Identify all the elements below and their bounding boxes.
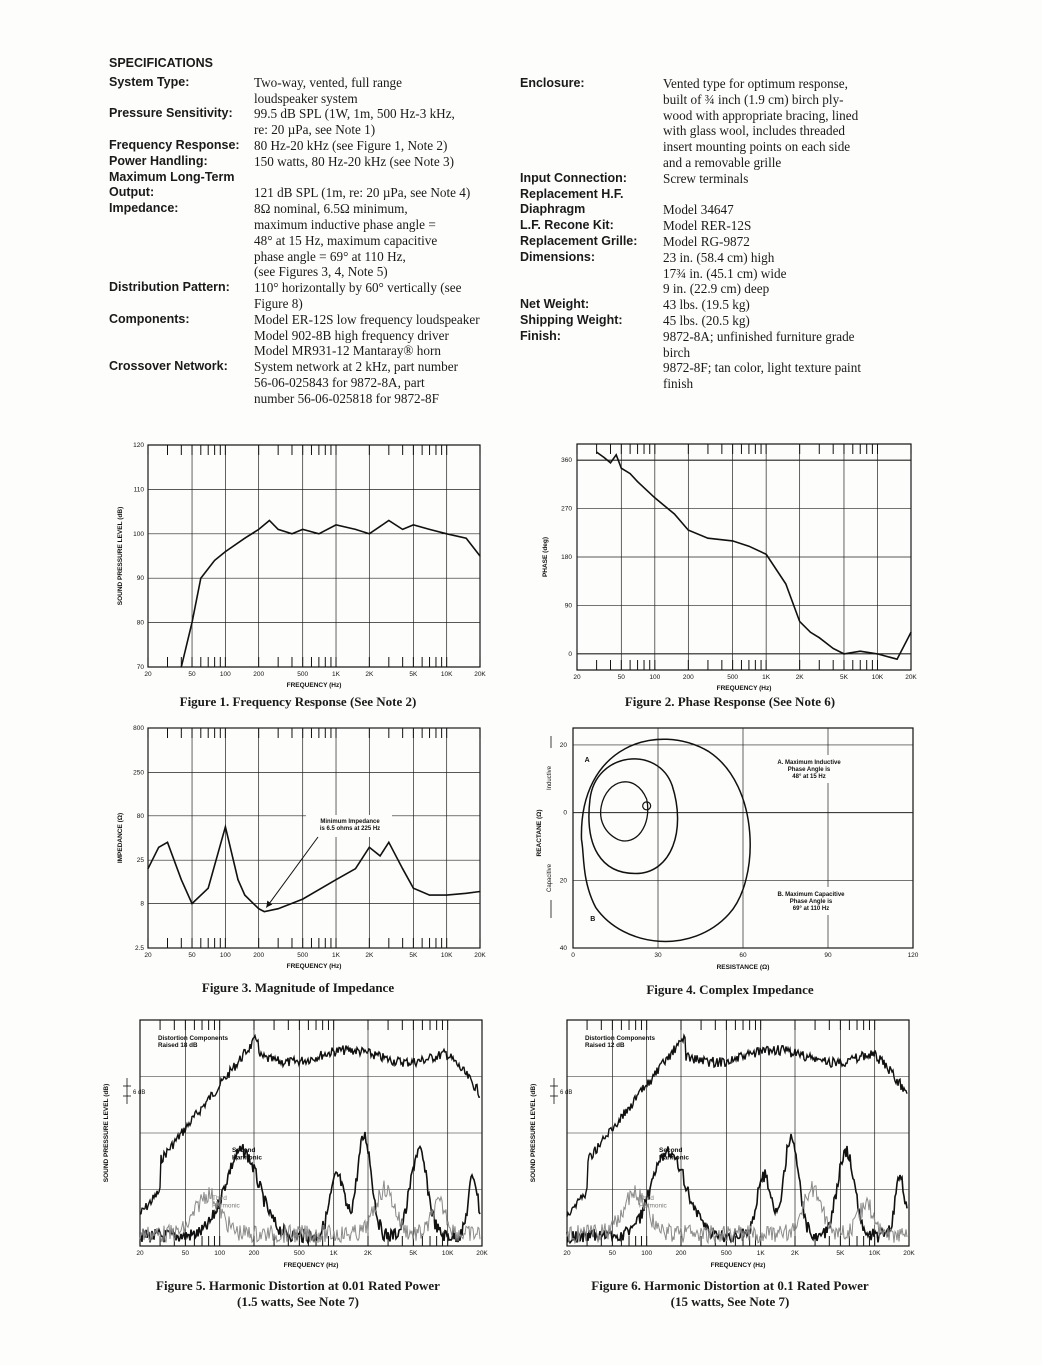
second-harmonic-label: Second Harmonic	[659, 1147, 689, 1162]
capacitive-label: Capacitive	[547, 863, 553, 893]
x-axis-label: FREQUENCY (Hz)	[286, 682, 342, 689]
data-point	[429, 529, 430, 530]
x-tick-label: 50	[617, 674, 625, 681]
data-point	[910, 632, 911, 633]
spec-label: Enclosure:	[520, 76, 585, 90]
x-tick-label: 20K	[903, 1250, 915, 1257]
y-axis-label: PHASE (deg)	[542, 536, 549, 578]
data-point	[810, 632, 811, 633]
x-axis-label: RESISTANCE (Ω)	[716, 964, 770, 971]
data-point	[244, 895, 245, 896]
x-tick-label: 500	[720, 1250, 732, 1257]
arrow-head	[266, 901, 272, 908]
frequency-response-chart	[108, 440, 508, 690]
data-point	[244, 538, 245, 539]
figure-3-impedance-magnitude	[108, 722, 508, 1012]
y-tick-label: 20	[559, 877, 567, 885]
x-tick-label: 20K	[905, 674, 917, 681]
spec-row	[109, 106, 509, 138]
spec-label: Dimensions:	[520, 249, 596, 264]
spec-value: Screw terminals	[663, 170, 749, 186]
min-impedance-annotation: Minimum Impedance is 6.5 ohms at 225 Hz	[319, 819, 381, 832]
x-tick-label: 50	[188, 671, 196, 678]
x-tick-label: 500	[297, 671, 309, 678]
x-tick-label: 10K	[871, 674, 884, 681]
harmonic-distortion-chart	[530, 1012, 935, 1282]
x-tick-label: 10K	[440, 671, 453, 678]
data-point	[799, 621, 800, 622]
marker-b: B	[590, 915, 596, 923]
y-axis-label: IMPEDANCE (Ω)	[117, 812, 124, 864]
specs-right-column	[520, 76, 920, 392]
y-tick-label: 80	[136, 812, 144, 820]
data-point	[466, 538, 467, 539]
data-point	[402, 868, 403, 869]
impedance-loop-middle	[589, 759, 678, 874]
impedance-loop-outer	[581, 739, 750, 941]
spec-value: System network at 2 kHz, part number 56-06-025843 for 9872-8A, part number 56-06-025818 for 9872-8F	[254, 359, 458, 406]
x-tick-label: 20	[144, 952, 152, 959]
spec-label: Net Weight:	[520, 297, 590, 312]
x-tick-label: 50	[608, 1250, 616, 1257]
data-point	[258, 529, 259, 530]
data-point	[843, 653, 844, 654]
scale-label: 6 dB	[560, 1090, 573, 1096]
data-point	[479, 891, 480, 892]
plot-frame	[148, 728, 480, 948]
x-tick-label: 200	[253, 671, 265, 678]
spec-label: Frequency Response:	[109, 137, 240, 152]
data-point	[707, 538, 708, 539]
y-tick-label: 110	[133, 486, 144, 494]
x-tick-label: 100	[641, 1250, 653, 1257]
y-tick-label: 360	[561, 457, 572, 465]
x-tick-label: 5K	[409, 952, 418, 959]
data-point	[654, 497, 655, 498]
x-tick-label: 0	[571, 952, 575, 959]
spec-row	[109, 201, 509, 280]
spec-label: Power Handling:	[109, 153, 208, 168]
figure-1-frequency-response	[108, 440, 508, 730]
y-axis-label: REACTANE (Ω)	[536, 809, 543, 857]
x-tick-label: 10K	[440, 952, 453, 959]
y-tick-label: 90	[564, 602, 572, 610]
data-point	[200, 578, 201, 579]
spec-value: Model RG-9872	[663, 233, 750, 249]
figure-3-caption: Figure 3. Magnitude of Impedance	[201, 980, 395, 995]
y-tick-label: 80	[136, 619, 144, 627]
x-tick-label: 90	[824, 952, 832, 959]
data-point	[208, 888, 209, 889]
x-axis-label: FREQUENCY (Hz)	[716, 685, 772, 692]
spec-value: Model ER-12S low frequency loudspeaker Model 902-8B high frequency driver Model MR931-12 Mantaray® horn	[254, 311, 480, 359]
y-tick-label: 100	[133, 530, 144, 538]
spec-value: Model RER-12S	[663, 218, 752, 234]
spec-value: 8Ω nominal, 6.5Ω minimum, maximum inductive phase angle = 48° at 15 Hz, maximum capacitive phase angle = 69° at 110 Hz, (see Figures 3, 4, Note 5)	[254, 201, 438, 280]
y-tick-label: 8	[140, 900, 144, 908]
spec-label: Replacement H.F. Diaphragm	[520, 186, 624, 217]
data-point	[446, 895, 447, 896]
data-point	[688, 529, 689, 530]
data-point	[896, 659, 897, 660]
x-tick-label: 5K	[836, 1250, 845, 1257]
spec-value: 99.5 dB SPL (1W, 1m, 500 Hz-3 kHz, re: 20 µPa, see Note 1)	[254, 106, 455, 138]
data-point	[616, 454, 617, 455]
x-tick-label: 2K	[795, 674, 804, 681]
data-point	[167, 842, 168, 843]
spec-row	[109, 312, 509, 359]
x-tick-label: 20K	[476, 1250, 488, 1257]
x-tick-label: 5K	[409, 1250, 418, 1257]
spec-value: 43 lbs. (19.5 kg)	[663, 297, 750, 313]
data-point	[596, 451, 597, 452]
data-point	[610, 462, 611, 463]
spec-row	[109, 280, 509, 312]
figure-1-caption: Figure 1. Frequency Response (See Note 2)	[179, 694, 417, 709]
x-tick-label: 10K	[441, 1250, 454, 1257]
y-tick-label: 70	[136, 664, 144, 671]
data-point	[369, 533, 370, 534]
x-tick-label: 200	[675, 1250, 687, 1257]
data-point	[446, 533, 447, 534]
x-tick-label: 50	[181, 1250, 189, 1257]
y-tick-label: 0	[563, 809, 567, 817]
x-tick-label: 100	[219, 952, 231, 959]
x-axis-label: FREQUENCY (Hz)	[710, 1262, 766, 1269]
x-tick-label: 100	[219, 671, 231, 678]
x-tick-label: 2K	[365, 952, 374, 959]
spec-label: Maximum Long-Term Output:	[109, 169, 235, 200]
spec-row	[109, 138, 509, 154]
data-point	[355, 868, 356, 869]
data-point	[732, 540, 733, 541]
spec-row	[520, 187, 920, 219]
data-point	[833, 648, 834, 649]
data-point	[318, 533, 319, 534]
x-tick-label: 1K	[329, 1250, 338, 1257]
data-point	[355, 529, 356, 530]
data-point	[147, 868, 148, 869]
data-point	[158, 847, 159, 848]
spec-label: Impedance:	[109, 201, 179, 216]
specs-title: SPECIFICATIONS	[109, 56, 213, 70]
data-point	[413, 888, 414, 889]
data-point	[191, 903, 192, 904]
y-tick-label: 25	[136, 857, 144, 865]
annotation-inductive: A. Maximum Inductive Phase Angle is 48° at 15 Hz	[777, 760, 841, 780]
x-tick-label: 2K	[364, 1250, 372, 1257]
x-tick-label: 60	[739, 952, 747, 959]
distortion-note: Distortion Components Raised 18 dB	[158, 1035, 228, 1050]
third-harmonic-label: Third Harmonic	[212, 1195, 240, 1210]
spec-label: Components:	[109, 311, 190, 326]
data-point	[335, 524, 336, 525]
second-harmonic-line	[140, 1132, 480, 1243]
second-harmonic-line	[567, 1134, 907, 1243]
spec-value: Vented type for optimum response, built of ¾ inch (1.9 cm) birch ply- wood with appropriate bracing, lined with glass wool, includes threaded insert mounting points on each side and a removable grille	[663, 76, 859, 170]
data-point	[766, 554, 767, 555]
data-point	[630, 473, 631, 474]
impedance-loop-inner	[601, 782, 648, 841]
figure-6-harmonic-distortion	[530, 1012, 935, 1322]
data-point	[748, 546, 749, 547]
x-axis-label: FREQUENCY (Hz)	[286, 963, 342, 970]
spec-value: 80 Hz-20 kHz (see Figure 1, Note 2)	[254, 137, 448, 153]
x-tick-label: 100	[214, 1250, 226, 1257]
data-point	[369, 847, 370, 848]
figure-2-phase-response	[535, 440, 935, 730]
impedance-loop-small	[643, 802, 651, 810]
y-axis-label: SOUND PRESSURE LEVEL (dB)	[103, 1083, 110, 1183]
y-tick-label: 270	[561, 505, 572, 513]
data-point	[191, 622, 192, 623]
data-point	[264, 911, 265, 912]
spec-row	[109, 75, 509, 107]
y-tick-label: 120	[133, 442, 144, 449]
spec-value: 150 watts, 80 Hz-20 kHz (see Note 3)	[254, 153, 454, 169]
spec-value: 9872-8A; unfinished furniture grade birch 9872-8F; tan color, light texture paint finish	[663, 328, 861, 392]
figure-6-caption: Figure 6. Harmonic Distortion at 0.1 Rated Power (15 watts, See Note 7)	[591, 1278, 869, 1309]
data-point	[479, 555, 480, 556]
annotation-arrow	[266, 837, 318, 908]
harmonic-distortion-chart	[103, 1012, 508, 1282]
x-tick-label: 5K	[409, 671, 418, 678]
spec-row	[520, 250, 920, 297]
data-point	[877, 653, 878, 654]
x-tick-label: 20	[144, 671, 152, 678]
data-point	[225, 551, 226, 552]
spec-value: Model 34647	[663, 202, 734, 218]
spec-row	[520, 171, 920, 187]
inductive-label: Inductive	[547, 765, 553, 791]
data-point	[603, 457, 604, 458]
data-point	[335, 879, 336, 880]
specs-left-column	[109, 56, 509, 407]
figure-5-harmonic-distortion	[103, 1012, 508, 1322]
data-point	[291, 533, 292, 534]
spec-label: Replacement Grille:	[520, 233, 638, 248]
y-tick-label: 180	[561, 554, 572, 561]
complex-impedance-chart	[535, 722, 935, 982]
data-point	[819, 637, 820, 638]
y-tick-label: 90	[136, 575, 144, 583]
spec-row	[109, 154, 509, 170]
plot-frame	[148, 445, 480, 667]
data-point	[237, 879, 238, 880]
y-tick-label: 40	[559, 945, 567, 952]
spec-label: Distribution Pattern:	[109, 280, 230, 295]
x-tick-label: 2K	[791, 1250, 799, 1257]
figure-2-caption: Figure 2. Phase Response (See Note 6)	[624, 694, 836, 709]
spec-label: Shipping Weight:	[520, 312, 623, 327]
spec-value: 45 lbs. (20.5 kg)	[663, 312, 750, 328]
spec-label: Pressure Sensitivity:	[109, 106, 233, 121]
fundamental-line	[140, 1036, 480, 1215]
data-point	[674, 513, 675, 514]
series-line	[148, 827, 480, 912]
x-tick-label: 2K	[365, 671, 374, 678]
data-point	[621, 468, 622, 469]
spec-row	[520, 297, 920, 313]
y-tick-label: 2.5	[134, 945, 144, 952]
data-point	[785, 583, 786, 584]
x-tick-label: 100	[649, 674, 661, 681]
phase-response-chart	[535, 440, 935, 690]
spec-label: Finish:	[520, 328, 561, 343]
data-point	[429, 895, 430, 896]
spec-value: 23 in. (58.4 cm) high 17¾ in. (45.1 cm) wide 9 in. (22.9 cm) deep	[663, 249, 787, 297]
spec-row	[520, 313, 920, 329]
figure-4-complex-impedance	[535, 722, 935, 1012]
x-tick-label: 1K	[332, 952, 340, 959]
y-tick-label: 0	[568, 650, 572, 658]
data-point	[860, 651, 861, 652]
spec-row	[520, 218, 920, 234]
x-tick-label: 20K	[474, 952, 486, 959]
data-point	[278, 908, 279, 909]
marker-a: A	[584, 756, 590, 764]
data-point	[181, 879, 182, 880]
x-tick-label: 200	[253, 952, 265, 959]
x-axis-label: FREQUENCY (Hz)	[283, 1262, 339, 1269]
y-axis-label: SOUND PRESSURE LEVEL (dB)	[530, 1083, 537, 1183]
series-line	[181, 521, 480, 668]
annotation-capacitive: B. Maximum Capacitive Phase Angle is 69° at 110 Hz	[777, 892, 845, 912]
y-tick-label: 800	[133, 725, 144, 732]
x-tick-label: 20	[136, 1250, 144, 1257]
spec-row	[520, 329, 920, 392]
y-axis-label: SOUND PRESSURE LEVEL (dB)	[117, 506, 124, 606]
x-tick-label: 20K	[474, 671, 486, 678]
data-point	[278, 529, 279, 530]
x-tick-label: 20	[573, 674, 581, 681]
data-point	[402, 529, 403, 530]
data-point	[637, 481, 638, 482]
spec-row	[520, 234, 920, 250]
data-point	[302, 529, 303, 530]
spec-label: System Type:	[109, 74, 190, 89]
x-tick-label: 500	[293, 1250, 305, 1257]
data-point	[214, 560, 215, 561]
spec-value: 110° horizontally by 60° vertically (see Figure 8)	[254, 280, 462, 311]
data-point	[258, 908, 259, 909]
x-tick-label: 10K	[868, 1250, 881, 1257]
figure-5-caption: Figure 5. Harmonic Distortion at 0.01 Rated Power (1.5 watts, See Note 7)	[156, 1278, 440, 1309]
data-point	[379, 855, 380, 856]
x-tick-label: 5K	[839, 674, 848, 681]
data-point	[388, 520, 389, 521]
spec-value: Two-way, vented, full range loudspeaker system	[254, 74, 402, 106]
x-tick-label: 50	[188, 952, 196, 959]
x-tick-label: 200	[248, 1250, 260, 1257]
spec-label: Crossover Network:	[109, 359, 228, 374]
x-tick-label: 500	[727, 674, 739, 681]
second-harmonic-label: Second Harmonic	[232, 1147, 262, 1162]
spec-value: 121 dB SPL (1m, re: 20 µPa, see Note 4)	[254, 185, 471, 201]
x-tick-label: 1K	[332, 671, 340, 678]
spec-label: Input Connection:	[520, 170, 627, 185]
data-point	[388, 842, 389, 843]
x-tick-label: 30	[654, 952, 662, 959]
data-point	[466, 893, 467, 894]
x-tick-label: 1K	[756, 1250, 765, 1257]
third-harmonic-label: Third Harmonic	[639, 1195, 667, 1210]
spec-row	[109, 170, 509, 202]
x-tick-label: 120	[907, 952, 919, 959]
x-tick-label: 500	[297, 952, 309, 959]
data-point	[225, 826, 226, 827]
data-point	[413, 524, 414, 525]
data-point	[269, 520, 270, 521]
y-tick-label: 20	[559, 741, 567, 749]
data-point	[181, 666, 182, 667]
figure-4-caption: Figure 4. Complex Impedance	[646, 982, 814, 997]
series-line	[597, 452, 911, 659]
data-point	[302, 899, 303, 900]
y-tick-label: 250	[133, 769, 144, 777]
scale-label: 6 dB	[133, 1090, 146, 1096]
x-tick-label: 200	[682, 674, 694, 681]
x-tick-label: 1K	[762, 674, 771, 681]
spec-label: L.F. Recone Kit:	[520, 218, 614, 233]
spec-row	[109, 359, 509, 406]
distortion-note: Distortion Components Raised 12 dB	[585, 1035, 655, 1050]
spec-row	[520, 76, 920, 171]
x-tick-label: 20	[563, 1250, 571, 1257]
impedance-magnitude-chart	[108, 722, 508, 982]
